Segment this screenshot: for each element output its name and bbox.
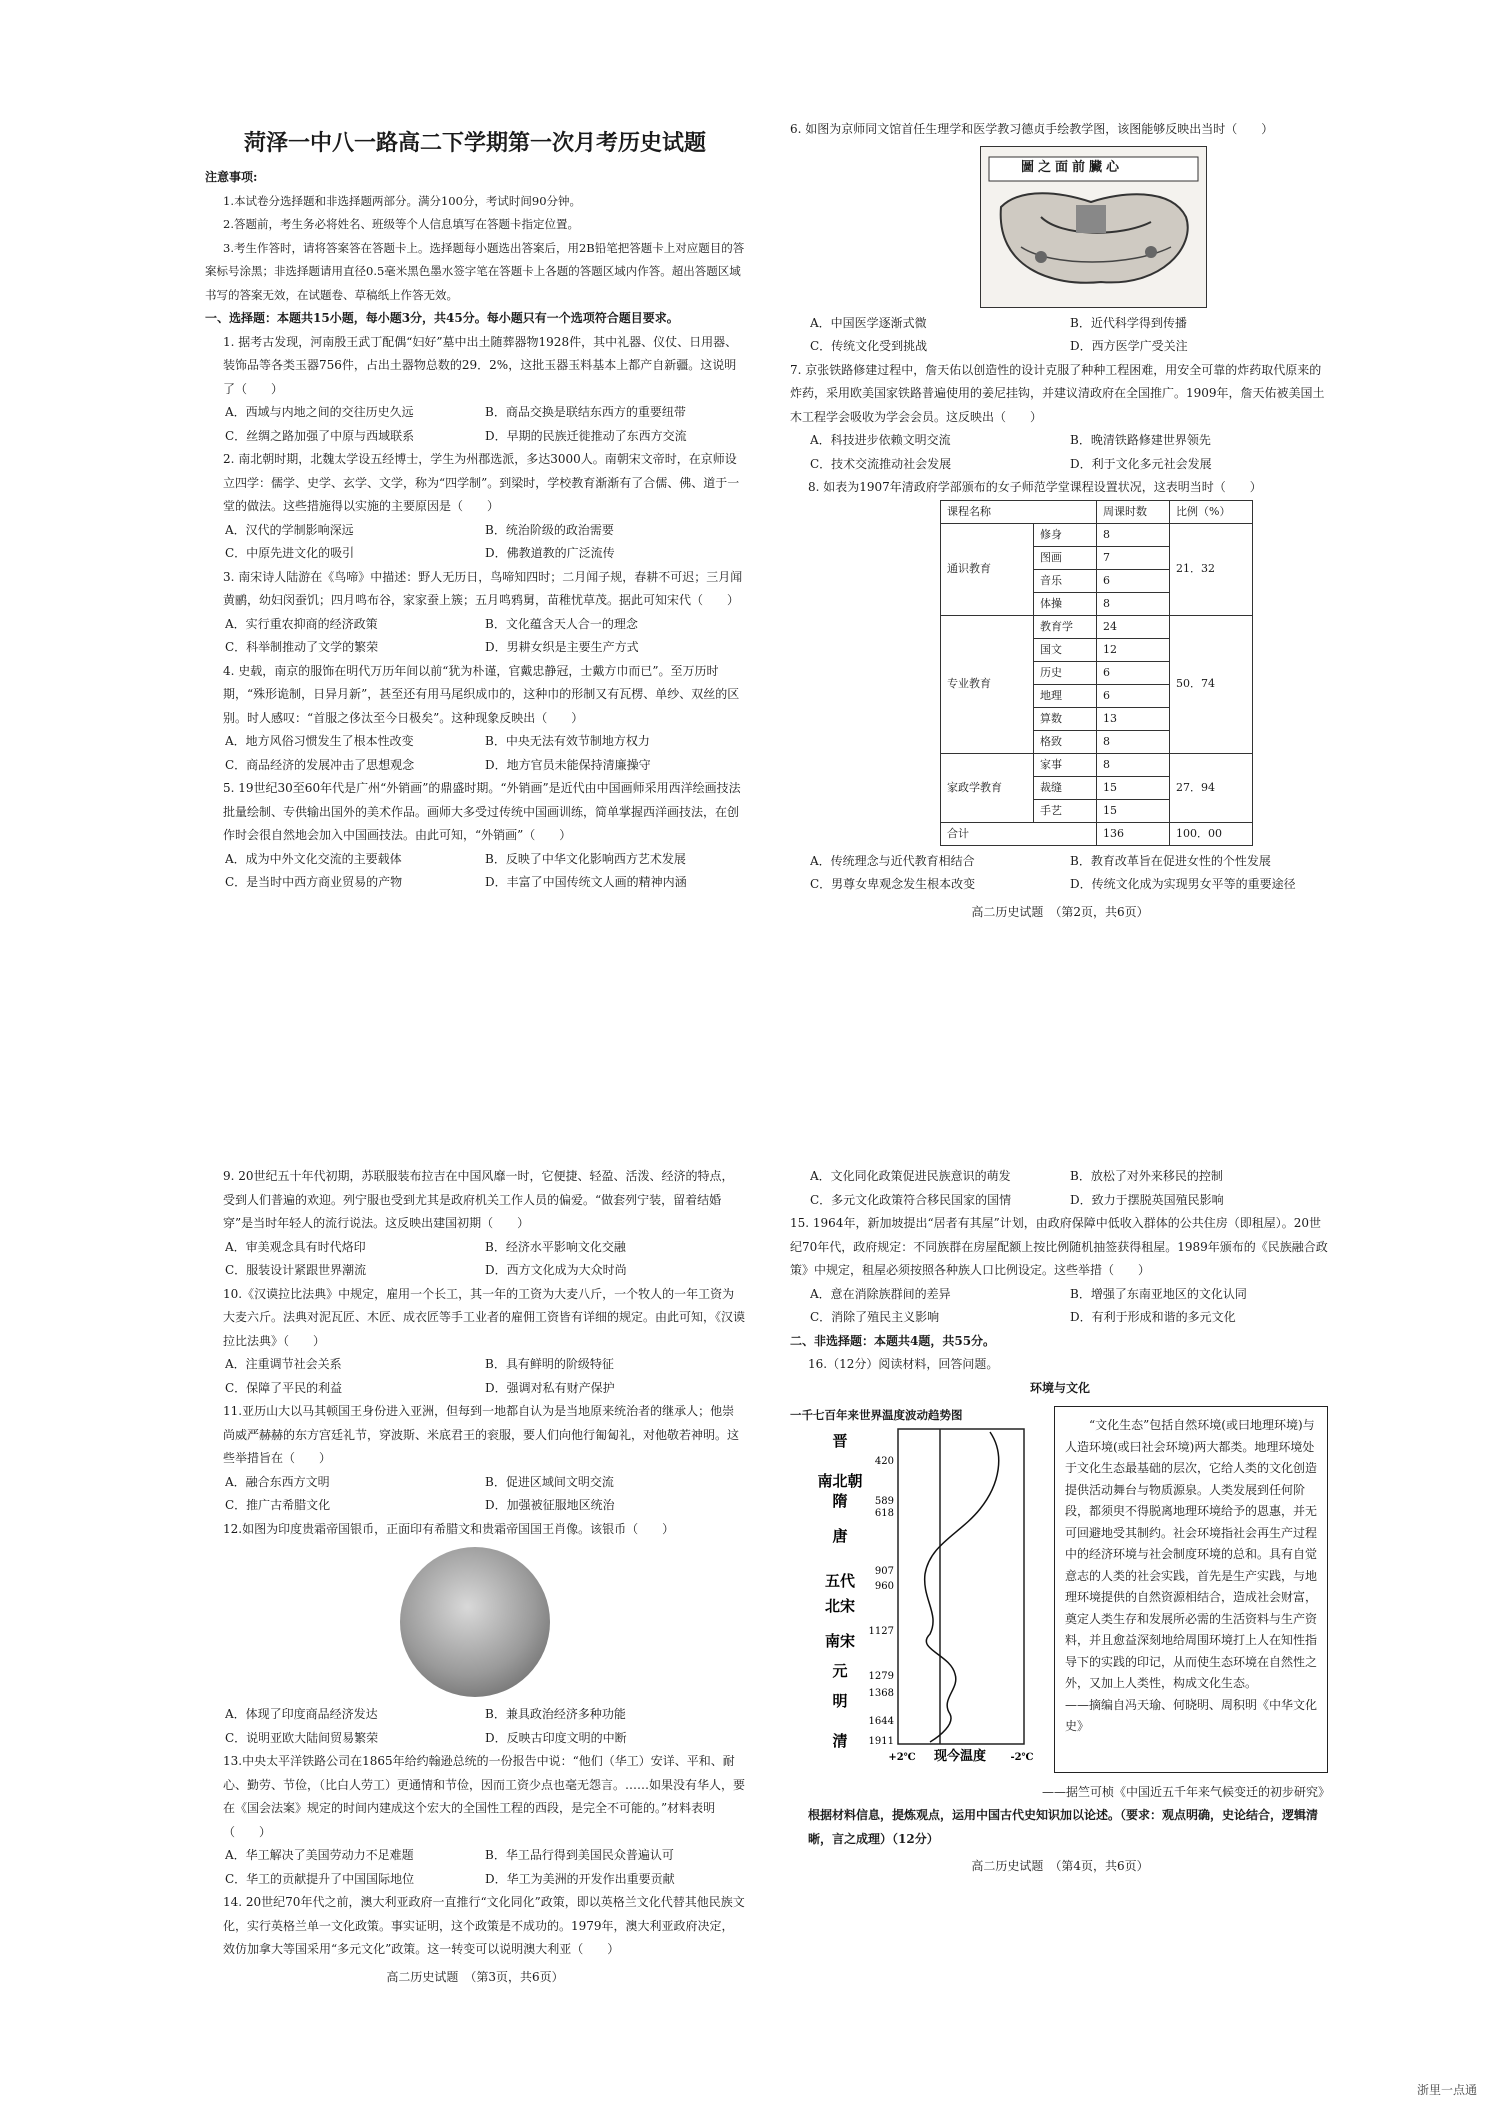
question-options [205,1703,745,1750]
option-b: B．反映了中华文化影响西方艺术发展 [485,851,686,866]
question-options [205,519,745,566]
option-b: B．放松了对外来移民的控制 [1070,1169,1223,1183]
course-cell: 地理 [1034,684,1097,707]
question-stem: 14. 20世纪70年代之前，澳大利亚政府一直推行“文化同化”政策，即以英格兰文化代替其他民族文化，实行英格兰单一文化政策。事实证明，这个政策是不成功的。1979年，澳大利亚政府决定，效仿加拿大等国采用“多元文化”政策。这一转变可以说明澳大利亚（ ） [223,1895,745,1956]
section-2-heading: 二、非选择题：本题共4题，共55分。 [790,1333,996,1348]
section-1-heading: 一、选择题：本题共15小题，每小题3分，共45分。每小题只有一个选项符合题目要求。 [205,311,679,325]
table-row [941,523,1253,546]
option-c: C．男尊女卑观念发生根本改变 [810,877,976,891]
option-b: B．教育改革旨在促进女性的个性发展 [1070,853,1271,868]
question-8-stem: 8. 如表为1907年清政府学部颁布的女子师范学堂课程设置状况，这表明当时（ ） [808,480,1262,494]
year-tick: 1127 [868,1626,894,1637]
year-tick: 960 [874,1581,894,1592]
dynasty-label: 北宋 [824,1597,856,1615]
question-stem: 1. 据考古发现，河南殷王武丁配偶“妇好”墓中出土随葬器物1928件，其中礼器、仪仗、日用器、装饰品等各类玉器756件，占出土器物总数的29．2%，这批玉器玉料基本上都产自新疆。这说明了（ ） [223,334,738,396]
dynasty-label: 隋 [832,1492,848,1510]
option-c: C．中原先进文化的吸引 [225,546,355,560]
question-stem: 10.《汉谟拉比法典》中规定，雇用一个长工，其一年的工资为大麦八斤，一个牧人的一年工资为大麦六斤。法典对泥瓦匠、木匠、成衣匠等手工业者的雇佣工资皆有详细的规定。由此可知，《汉谟拉比法典》（ ） [223,1286,746,1348]
question-stem: 11.亚历山大以马其顿国王身份进入亚洲，但每到一地都自认为是当地原来统治者的继承人；他崇尚威严赫赫的东方宫廷礼节，穿波斯、米底君王的衮服，要人们向他行匍匐礼，对他敬若神明。这些举措旨在（ ） [223,1404,740,1465]
year-tick: 589 [874,1496,894,1507]
heart-diagram-figure [980,146,1207,308]
question-stem: 13.中央太平洋铁路公司在1865年给约翰逊总统的一份报告中说：“他们（华工）安详、平和、耐心、勤劳、节俭，（比白人劳工）更通情和节俭，因而工资少点也毫无怨言。……如果没有华人，要在《国会法案》规定的时间内建成这个宏大的全国性工程的西段，是完全不可能的。”材料表明（ ） [223,1754,746,1839]
option-a: A．华工解决了美国劳动力不足难题 [225,1848,414,1862]
climate-material [790,1406,1330,1773]
option-a: A．地方风俗习惯发生了根本性改变 [225,734,414,748]
hours-cell: 7 [1097,546,1170,569]
percent-cell: 27．94 [1170,753,1253,822]
percent-cell: 21．32 [1170,523,1253,615]
course-cell: 格致 [1034,730,1097,753]
option-a: A．融合东西方文明 [225,1474,330,1489]
hours-cell: 15 [1097,776,1170,799]
page-footer: 高二历史试题 （第3页，共6页） [386,1969,564,1984]
question-15-stem: 15. 1964年，新加坡提出“居者有其屋”计划，由政府保障中低收入群体的公共住房（即租屋）。20世纪70年代，政府规定：不同族群在房屋配额上按比例随机抽签获得租屋。1989年颁布的《民族融合政策》中规定，租屋必须按照各种族人口比例设定。这些举措（ ） [790,1216,1328,1277]
axis-label: -2℃ [1010,1752,1034,1763]
notice-heading: 注意事项: [205,170,258,184]
dynasty-label: 五代 [824,1572,856,1590]
question-options [205,1844,745,1891]
option-b: B．华工品行得到美国民众普遍认可 [485,1848,674,1862]
notice-1: 1.本试卷分选择题和非选择题两部分。满分100分，考试时间90分钟。 [223,193,582,208]
year-tick: 1644 [868,1716,894,1727]
total-percent: 100．00 [1170,822,1253,845]
table-row [941,615,1253,638]
option-a: A．审美观念具有时代烙印 [225,1239,366,1254]
year-tick: 1368 [868,1688,894,1699]
course-cell: 家事 [1034,753,1097,776]
total-row [941,822,1253,845]
question-stem: 12.如图为印度贵霜帝国银币，正面印有希腊文和贵霜帝国国王肖像。该银币（ ） [223,1521,675,1536]
hours-cell: 13 [1097,707,1170,730]
hours-cell: 12 [1097,638,1170,661]
chart-source: ——据竺可桢《中国近五千年来气候变迁的初步研究》 [1041,1784,1330,1799]
option-b: B．经济水平影响文化交融 [485,1239,626,1254]
question-stem: 5. 19世纪30至60年代是广州“外销画”的鼎盛时期。“外销画”是近代由中国画师采用西洋绘画技法批量绘制、专供输出国外的美术作品。画师大多受过传统中国画训练，简单掌握西洋画技法，在创作时会很自然地会加入中国画技法。由此可知，“外销画”（ ） [223,781,741,842]
year-tick: 1911 [868,1736,894,1747]
question-options [205,730,745,777]
option-b: B．具有鲜明的阶级特征 [485,1357,614,1371]
axis-label: 现今温度 [933,1749,987,1764]
option-d: D．反映古印度文明的中断 [485,1730,627,1745]
dynasty-label: 南北朝 [817,1472,863,1490]
option-b: B．促进区域间文明交流 [485,1474,614,1489]
year-tick: 907 [874,1566,894,1577]
option-a: A．文化同化政策促进民族意识的萌发 [810,1169,1011,1183]
temperature-chart [790,1406,1040,1773]
option-c: C．技术交流推动社会发展 [810,456,952,471]
header-cell: 比例（%） [1170,500,1253,523]
total-label: 合计 [941,822,1097,845]
question-7-stem: 7. 京张铁路修建过程中，詹天佑以创造性的设计克服了种种工程困难，用安全可靠的炸药取代原来的炸药，采用欧美国家铁路普遍使用的姜尼挂钩，并建议清政府在全国推广。1909年，詹天佑被美国土木工程学会吸收为学会会员。这反映出（ ） [790,362,1325,424]
option-b: B．文化蕴含天人合一的理念 [485,616,638,631]
dynasty-label: 南宋 [824,1632,856,1650]
option-d: D．强调对私有财产保护 [485,1380,615,1395]
hours-cell: 6 [1097,684,1170,707]
header-cell: 课程名称 [941,500,1097,523]
course-cell: 国文 [1034,638,1097,661]
option-a: A．成为中外文化交流的主要载体 [225,851,402,866]
option-b: B．中央无法有效节制地方权力 [485,734,650,748]
option-c: C．传统文化受到挑战 [810,339,928,353]
option-a: A．实行重农抑商的经济政策 [225,616,378,631]
option-b: B．近代科学得到传播 [1070,315,1187,330]
option-d: D．加强被征服地区统治 [485,1498,615,1512]
option-b: B．增强了东南亚地区的文化认同 [1070,1286,1247,1301]
option-c: C．说明亚欧大陆间贸易繁荣 [225,1730,379,1745]
question-stem: 2. 南北朝时期，北魏太学设五经博士，学生为州郡选派，多达3000人。南朝宋文帝时，在京师设立四学：儒学、史学、玄学、文学，称为“四学制”。到梁时，学校教育渐渐有了合儒、佛、道于一堂的做法。这些措施得以实施的主要原因是（ ） [223,452,740,513]
option-c: C．丝绸之路加强了中原与西域联系 [225,428,415,443]
total-hours: 136 [1097,822,1170,845]
option-a: A．中国医学逐渐式微 [810,315,927,330]
table-row [941,753,1253,776]
option-c: C．多元文化政策符合移民国家的国情 [810,1192,1012,1207]
table-header-row [941,500,1253,523]
option-b: B．商品交换是联结东西方的重要纽带 [485,405,686,419]
question-15-options [790,1283,1330,1330]
temperature-curve [925,1432,999,1742]
culture-ecology-box [1054,1406,1328,1773]
year-tick: 1279 [868,1671,894,1682]
year-tick: 420 [874,1456,894,1467]
page-1 [205,120,745,895]
hours-cell: 15 [1097,799,1170,822]
course-cell: 历史 [1034,661,1097,684]
chart-title: 一千七百年来世界温度波动趋势图 [790,1408,963,1422]
option-d: D．男耕女织是主要生产方式 [485,640,639,654]
course-cell: 裁缝 [1034,776,1097,799]
option-b: B．晚清铁路修建世界领先 [1070,433,1211,447]
option-d: D．西方医学广受关注 [1070,339,1188,353]
dynasty-label: 清 [832,1732,848,1750]
notice-2: 2.答题前，考生务必将姓名、班级等个人信息填写在答题卡指定位置。 [223,217,579,231]
hours-cell: 6 [1097,661,1170,684]
dynasty-label: 明 [832,1692,848,1710]
kushan-coin-image [400,1547,550,1697]
question-options [205,1353,745,1400]
option-d: D．西方文化成为大众时尚 [485,1263,627,1277]
course-cell: 修身 [1034,523,1097,546]
question-stem: 4. 史载，南京的服饰在明代万历年间以前“犹为朴谨，官戴忠静冠，士戴方巾而已”。至万历时期，“殊形诡制，日异月新”，甚至还有用马尾织成巾的，这种巾的形制又有瓦楞、单纱、双丝的区别。时人感叹：“首服之侈汰至今日极矣”。这种现象反映出（ ） [223,663,740,725]
option-a: A．注重调节社会关系 [225,1357,342,1371]
option-d: D．早期的民族迁徙推动了东西方交流 [485,428,687,443]
option-c: C．服装设计紧跟世界潮流 [225,1263,367,1277]
option-a: A．西域与内地之间的交往历史久远 [225,405,414,419]
axis-label: +2℃ [888,1752,916,1763]
hours-cell: 6 [1097,569,1170,592]
option-d: D．致力于摆脱英国殖民影响 [1070,1192,1224,1207]
header-cell: 周课时数 [1097,500,1170,523]
option-b: B．兼具政治经济多种功能 [485,1707,626,1721]
page-2 [790,118,1330,924]
question-6-stem: 6. 如图为京师同文馆首任生理学和医学教习德贞手绘教学图，该图能够反映出当时（ ） [790,122,1274,136]
option-d: D．利于文化多元社会发展 [1070,456,1212,471]
chart-frame [898,1429,1024,1744]
option-d: D．有利于形成和谐的多元文化 [1070,1310,1236,1324]
option-d: D．佛教道教的广泛流传 [485,546,615,560]
page-3 [205,1165,745,1989]
option-a: A．传统理念与近代教育相结合 [810,853,975,868]
course-cell: 手艺 [1034,799,1097,822]
group-cell: 通识教育 [941,523,1034,615]
hours-cell: 8 [1097,523,1170,546]
option-d: D．丰富了中国传统文人画的精神内涵 [485,875,687,889]
option-c: C．是当时中西方商业贸易的产物 [225,875,403,889]
question-stem: 3. 南宋诗人陆游在《鸟啼》中描述：野人无历日，鸟啼知四时；二月闻子规，春耕不可迟；三月闻黄鹂，幼妇闵蚕饥；四月鸣布谷，家家蚕上簇；五月鸣鸦舅，苗稚忧草茂。据此可知宋代（ ） [223,569,743,607]
question-16-stem: 16.（12分）阅读材料，回答问题。 [808,1357,999,1371]
option-a: A．意在消除族群间的差异 [810,1286,951,1301]
option-b: B．统治阶级的政治需要 [485,522,614,537]
group-cell: 专业教育 [941,615,1034,753]
group-cell: 家政学教育 [941,753,1034,822]
dynasty-label: 唐 [832,1527,848,1545]
heart-diagram-caption: 圖之面前臟心 [1021,159,1124,175]
watermark: 浙里一点通 [1416,2083,1477,2097]
option-d: D．地方官员未能保持清廉操守 [485,757,651,772]
year-tick: 618 [874,1508,894,1519]
option-d: D．华工为美洲的开发作出重要贡献 [485,1871,675,1886]
course-cell: 算数 [1034,707,1097,730]
question-6-options [790,312,1330,359]
question-options [205,613,745,660]
question-7-options [790,429,1330,476]
hours-cell: 8 [1097,730,1170,753]
option-d: D．传统文化成为实现男女平等的重要途径 [1070,877,1296,891]
hours-cell: 24 [1097,615,1170,638]
option-c: C．商品经济的发展冲击了思想观念 [225,757,415,772]
option-a: A．汉代的学制影响深远 [225,522,354,537]
option-c: C．消除了殖民主义影响 [810,1310,940,1324]
question-list-p1 [205,331,745,895]
material-title: 环境与文化 [1029,1380,1090,1395]
course-cell: 教育学 [1034,615,1097,638]
hours-cell: 8 [1097,753,1170,776]
question-options [205,401,745,448]
question-list-p3 [205,1165,745,1962]
question-options [205,1471,745,1518]
option-a: A．体现了印度商品经济发达 [225,1707,378,1721]
percent-cell: 50．74 [1170,615,1253,753]
option-c: C．华工的贡献提升了中国国际地位 [225,1871,415,1886]
option-c: C．推广古希腊文化 [225,1498,331,1512]
exam-title: 菏泽一中八一路高二下学期第一次月考历史试题 [243,130,706,156]
course-table [940,500,1253,846]
course-cell: 体操 [1034,592,1097,615]
notice-3: 3.考生作答时，请将答案答在答题卡上。选择题每小题选出答案后，用2B铅笔把答题卡上对应题目的答案标号涂黑；非选择题请用直径0.5毫米黑色墨水签字笔在答题卡上各题的答题区域内作答。超出答题区域书写的答案无效，在试题卷、草稿纸上作答无效。 [205,240,745,302]
temperature-chart-svg [790,1424,1040,1764]
question-8-options [790,850,1330,897]
page-4 [790,1165,1330,1879]
dynasty-label: 元 [832,1662,848,1680]
course-cell: 音乐 [1034,569,1097,592]
question-14-options [790,1165,1330,1212]
dynasty-label: 晋 [832,1432,848,1450]
option-a: A．科技进步依赖文明交流 [810,433,951,447]
question-stem: 9. 20世纪五十年代初期，苏联服装布拉吉在中国风靡一时，它便捷、轻盈、活泼、经济的特点，受到人们普遍的欢迎。列宁服也受到尤其是政府机关工作人员的偏爱。“做套列宁装，留着结婚穿”是当时年轻人的流行说法。这反映出建国初期（ ） [223,1169,734,1230]
box-text: “文化生态”包括自然环境(或曰地理环境)与人造环境(或曰社会环境)两大都类。地理环境处于文化生态最基础的层次，它给人类的文化创造提供活动舞台与物质源泉。人类发展到任何阶段，都须臾不得脱离地理环境给予的恩惠，并无可回避地受其制约。社会环境指社会再生产过程中的经济环境与社会制度环境的总和。具有自觉意志的人类的社会实践，首先是生产实践，与地理环境提供的自然资源相结合，造成社会财富，奠定人类生存和发展所必需的生活资料与生产资料，并且愈益深刻地给周围环境打上人在知性指导下的实践的印记，从而使生态环境在自然性之外，又加上人类性，构成文化生态。 [1065,1418,1318,1690]
option-c: C．科举制推动了文学的繁荣 [225,640,379,654]
question-16-task: 根据材料信息，提炼观点，运用中国古代史知识加以论述。（要求：观点明确，史论结合，逻辑清晰，言之成理）（12分） [808,1808,1319,1846]
course-cell: 图画 [1034,546,1097,569]
page-footer: 高二历史试题 （第2页，共6页） [971,904,1149,919]
option-c: C．保障了平民的利益 [225,1380,343,1395]
hours-cell: 8 [1097,592,1170,615]
box-source: ——摘编自冯天瑜、何晓明、周积明《中华文化史》 [1065,1697,1318,1733]
question-options [205,848,745,895]
page-footer: 高二历史试题 （第4页，共6页） [971,1859,1149,1873]
question-options [205,1236,745,1283]
